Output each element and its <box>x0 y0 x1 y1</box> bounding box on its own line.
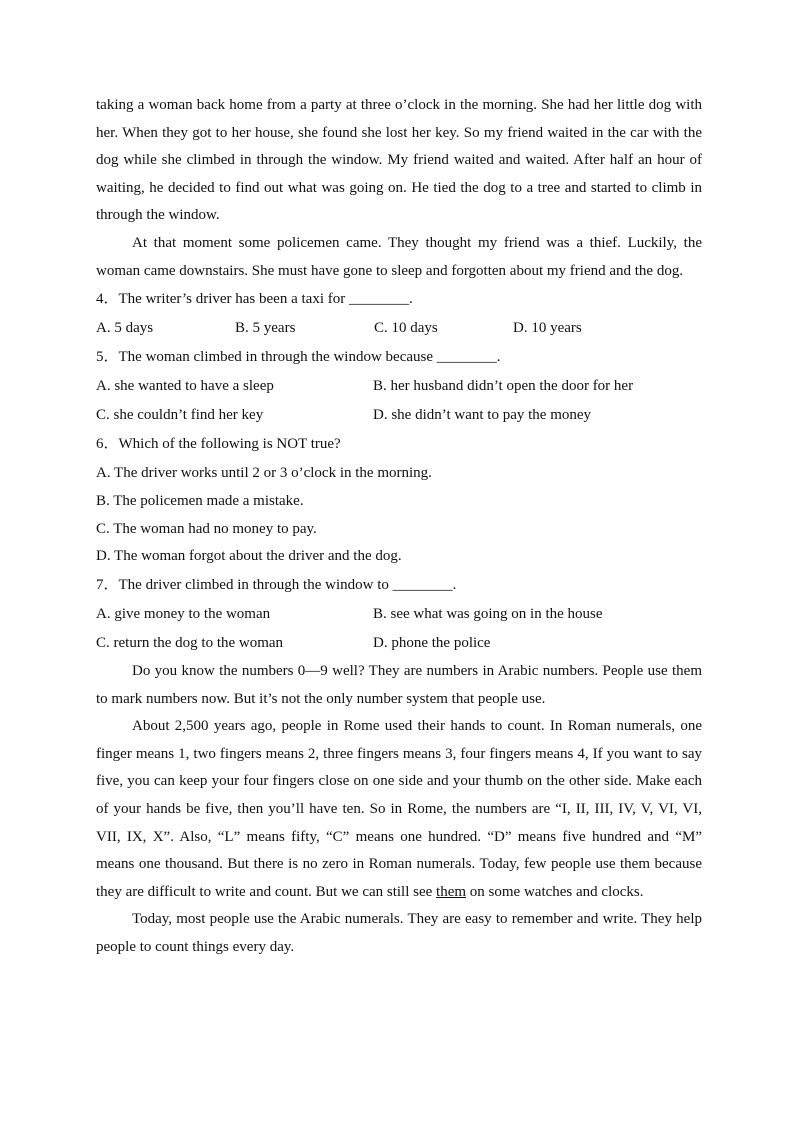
option-b[interactable]: B. The policemen made a mistake. <box>96 493 304 510</box>
question-stem: The driver climbed in through the window to ________. <box>118 576 457 593</box>
option-c[interactable]: C. return the dog to the woman <box>96 634 284 651</box>
question-number: 6． <box>96 436 119 453</box>
option-d[interactable]: D. phone the police <box>373 634 491 651</box>
paragraph-text: About 2,500 years ago, people in Rome used their hands to count. In Roman numerals, one finger means 1, two fingers means 2, three fingers means 3, four fingers means 4, If you want to say five, you can keep your four fingers close on one side and your thumb on the other side. Make each of your hands be five, then you’ll have ten. So in Rome, the numbers are “I, II, III, IV, V, VI, VI, VII, IX, X”. Also, “L” means fifty, “C” means one hundred. “D” means five hundred and “M” means one thousand. But there is no zero in Roman numerals. Today, few people use them because they are difficult to write and count. But we can still see <box>96 718 702 900</box>
option-b[interactable]: B. her husband didn’t open the door for her <box>373 378 634 395</box>
passage1-paragraph-1: taking a woman back home from a party at three o’clock in the morning. She had her little dog with her. When they got to her house, she found she lost her key. So my friend waited in the car with the dog while she climbed in through the window. My friend waited and waited. After half an hour of waiting, he decided to find out what was going on. He tied the dog to a tree and started to climb in through the window. <box>96 97 702 224</box>
option-d[interactable]: D. she didn’t want to pay the money <box>373 407 592 424</box>
document-page <box>96 92 702 961</box>
question-stem: Which of the following is NOT true? <box>118 436 341 453</box>
passage2-paragraph-1: Do you know the numbers 0—9 well? They are numbers in Arabic numbers. People use them to mark numbers now. But it’s not the only number system that people use. <box>96 662 702 707</box>
question-4-options <box>96 314 702 343</box>
option-c[interactable]: C. The woman had no money to pay. <box>96 520 317 537</box>
question-5-options-row-1 <box>96 372 702 401</box>
question-number: 5． <box>96 349 119 366</box>
option-b[interactable]: B. see what was going on in the house <box>373 605 603 622</box>
option-d[interactable]: D. The woman forgot about the driver and the dog. <box>96 548 402 565</box>
question-7-options-row-1 <box>96 600 702 629</box>
question-6 <box>96 430 702 459</box>
question-7-options-row-2 <box>96 629 702 658</box>
option-a[interactable]: A. she wanted to have a sleep <box>96 378 274 395</box>
question-5-options-row-2 <box>96 401 702 430</box>
option-a[interactable]: A. give money to the woman <box>96 605 271 622</box>
passage2-paragraph-3: Today, most people use the Arabic numerals. They are easy to remember and write. They help people to count things every day. <box>96 911 702 955</box>
passage2-paragraph-2 <box>96 713 702 906</box>
option-c[interactable]: C. she couldn’t find her key <box>96 407 264 424</box>
question-number: 4． <box>96 291 119 308</box>
question-number: 7． <box>96 576 119 593</box>
option-c[interactable]: C. 10 days <box>374 320 438 337</box>
question-7 <box>96 571 702 600</box>
question-stem: The woman climbed in through the window because ________. <box>118 349 501 366</box>
option-a[interactable]: A. 5 days <box>96 320 154 337</box>
option-b[interactable]: B. 5 years <box>235 320 296 337</box>
option-d[interactable]: D. 10 years <box>513 320 582 337</box>
question-stem: The writer’s driver has been a taxi for ________. <box>118 291 413 308</box>
underlined-word: them <box>436 883 467 900</box>
question-4 <box>96 285 702 314</box>
paragraph-text-end: on some watches and clocks. <box>466 883 644 900</box>
passage1-paragraph-2: At that moment some policemen came. They thought my friend was a thief. Luckily, the woman came downstairs. She must have gone to sleep and forgotten about my friend and the dog. <box>96 234 702 279</box>
option-a[interactable]: A. The driver works until 2 or 3 o’clock in the morning. <box>96 465 432 482</box>
question-5 <box>96 343 702 372</box>
